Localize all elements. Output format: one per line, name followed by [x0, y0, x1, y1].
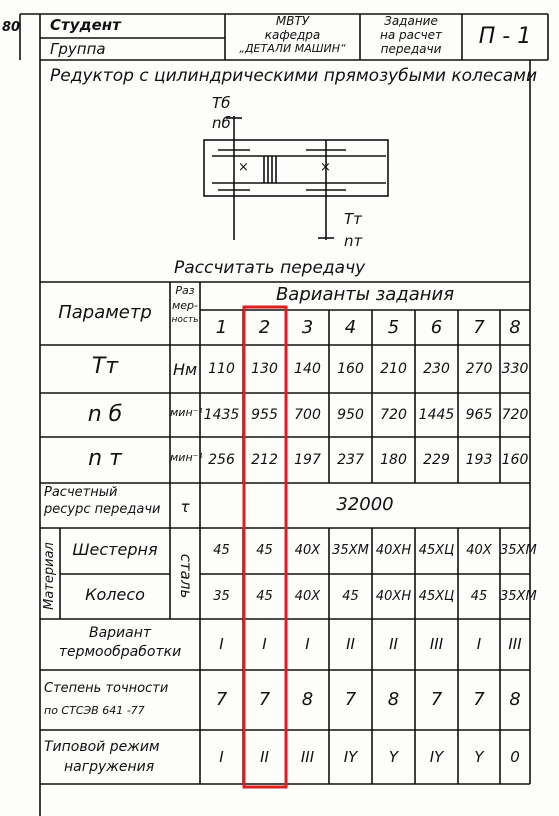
value-cell: I	[219, 635, 224, 653]
value-cell: 0	[510, 748, 520, 766]
input-speed-label: nб	[212, 114, 231, 132]
institute: МВТУ	[275, 14, 310, 28]
value-cell: I	[476, 635, 482, 653]
input-torque-label: Тб	[212, 94, 231, 112]
page-number: 80	[2, 20, 21, 35]
row-label-speed-input: n б	[87, 402, 123, 427]
value-cell: 8	[509, 689, 521, 710]
variant-number: 7	[473, 317, 485, 338]
value-cell: 45	[213, 543, 230, 558]
unit-resource: τ	[180, 498, 190, 516]
value-cell: 8	[387, 689, 400, 710]
student-label: Студент	[50, 16, 121, 34]
row-label-pinion: Шестерня	[72, 540, 158, 559]
output-speed-label: nт	[344, 232, 363, 250]
value-cell: 7	[473, 689, 485, 710]
row-label-accuracy: Степень точности по СТСЭВ 641 -77	[44, 681, 169, 717]
value-cell: 40Х	[466, 543, 492, 558]
group-label: Группа	[50, 40, 106, 58]
value-cell: 40ХН	[375, 589, 412, 604]
value-cell: 197	[294, 452, 321, 468]
value-cell: 8	[301, 689, 314, 710]
param-header: Параметр	[58, 302, 152, 323]
value-cell: 720	[380, 407, 407, 423]
value-cell: 7	[430, 689, 443, 710]
variant-number: 3	[301, 317, 314, 338]
value-cell: 193	[465, 452, 493, 468]
variants-header: Варианты задания	[275, 284, 455, 305]
value-cell: 1435	[203, 407, 240, 423]
value-cell: 45	[470, 589, 488, 604]
value-cell: 955	[251, 407, 278, 423]
value-cell: 1445	[418, 407, 455, 423]
value-cell: 35ХМ	[332, 543, 369, 558]
variant-number: 8	[509, 317, 521, 338]
value-cell: 212	[251, 452, 278, 468]
value-cell: 180	[380, 452, 407, 468]
value-cell: I	[305, 635, 310, 653]
department: кафедра	[264, 28, 321, 42]
value-cell: Y	[388, 748, 399, 766]
gear-mark-pinion: ×	[238, 160, 249, 175]
unit-speed-output: мин⁻¹	[170, 451, 203, 464]
value-cell: 330	[501, 361, 529, 377]
value-cell: IY	[343, 748, 358, 766]
value-cell: 160	[501, 452, 529, 468]
steel-unit-label: сталь	[177, 553, 195, 599]
row-label-speed-output: n т	[88, 446, 122, 471]
value-cell: 130	[251, 361, 278, 377]
value-cell: 45	[256, 543, 273, 558]
row-label-wheel: Колесо	[85, 585, 145, 604]
task-line-2: на расчет	[379, 28, 443, 42]
variant-number: 2	[258, 317, 271, 338]
value-cell: 700	[294, 407, 321, 423]
value-cell: 237	[337, 452, 364, 468]
row-label-load-mode: Типовой режим нагружения	[44, 739, 160, 775]
value-cell: 210	[380, 361, 407, 377]
value-cell: 110	[208, 361, 235, 377]
value-cell: 7	[215, 689, 228, 710]
unit-speed-input: мин⁻¹	[170, 406, 203, 419]
variant-number: 1	[215, 317, 228, 338]
value-cell: Y	[474, 748, 484, 766]
value-cell: II	[260, 748, 269, 766]
value-cell: III	[429, 635, 444, 653]
value-cell: 35	[213, 589, 230, 604]
row-label-heat-treatment: Вариант термообработки	[58, 625, 182, 660]
material-group-label: Материал	[42, 542, 57, 610]
value-cell: IY	[429, 748, 444, 766]
value-cell: III	[508, 635, 522, 653]
gear-mark-wheel: ×	[320, 160, 331, 175]
value-cell: 270	[465, 361, 493, 377]
value-cell: 35ХМ	[500, 589, 537, 604]
value-cell: 45ХЦ	[418, 543, 455, 558]
value-cell: 160	[337, 361, 364, 377]
variant-number: 6	[430, 317, 443, 338]
value-cell: 7	[258, 689, 271, 710]
value-cell: 45	[256, 589, 273, 604]
value-cell: 45	[342, 589, 359, 604]
resource-value: 32000	[336, 494, 394, 515]
task-line-1: Задание	[384, 14, 438, 28]
row-label-resource: Расчетный ресурс передачи	[44, 485, 161, 517]
variant-number: 4	[344, 317, 357, 338]
value-cell: 720	[501, 407, 529, 423]
variant-number: 5	[387, 317, 400, 338]
value-cell: 140	[294, 361, 321, 377]
value-cell: I	[262, 635, 267, 653]
unit-torque: Нм	[172, 360, 198, 379]
value-cell: I	[219, 748, 224, 766]
value-cell: 45ХЦ	[418, 589, 455, 604]
dim-header: Раз мер- ность	[171, 284, 199, 325]
calc-caption: Рассчитать передачу	[174, 258, 366, 278]
output-torque-label: Тт	[344, 210, 362, 228]
department-name: „ДЕТАЛИ МАШИН“	[239, 42, 346, 55]
value-cell: III	[300, 748, 315, 766]
reducer-title: Редуктор с цилиндрическими прямозубыми колесами	[50, 66, 537, 86]
value-cell: 40ХН	[375, 543, 412, 558]
value-cell: 7	[344, 689, 357, 710]
value-cell: II	[389, 635, 398, 653]
value-cell: 230	[423, 361, 450, 377]
task-line-3: передачи	[380, 42, 442, 56]
value-cell: 40Х	[294, 589, 321, 604]
sheet-code: П - 1	[478, 24, 532, 49]
row-label-torque: Тт	[91, 354, 119, 379]
value-cell: 965	[465, 407, 493, 423]
value-cell: 256	[208, 452, 235, 468]
value-cell: 40Х	[294, 543, 321, 558]
value-cell: 35ХМ	[500, 543, 537, 558]
value-cell: 950	[337, 407, 364, 423]
value-cell: II	[346, 635, 355, 653]
value-cell: 229	[423, 452, 450, 468]
